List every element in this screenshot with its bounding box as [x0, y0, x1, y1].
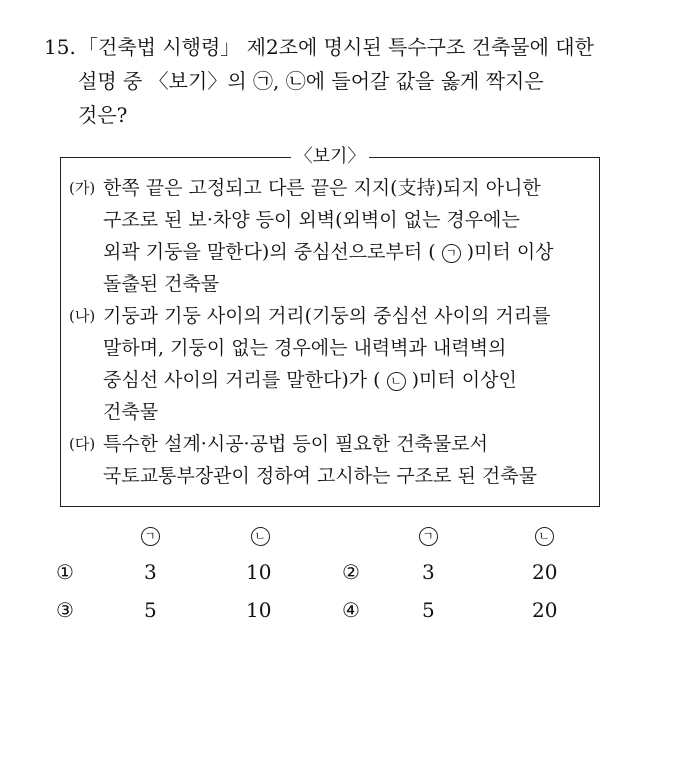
- option-2-value-b: 20: [532, 560, 558, 584]
- bogi-title: 〈보기〉: [61, 146, 599, 168]
- option-2-value-a: 3: [422, 560, 435, 584]
- bogi-items: [69, 172, 597, 492]
- blank-symbol-circle: ㄱ: [442, 244, 461, 263]
- question-line-1: 15. 「건축법 시행령」 제2조에 명시된 특수구조 건축물에 대한: [44, 30, 664, 64]
- item-marker: (다): [69, 435, 96, 453]
- question-line-2: 설명 중 〈보기〉의 ㉠, ㉡에 들어갈 값을 옳게 짝지은: [78, 69, 544, 93]
- option-4-label[interactable]: ④: [342, 598, 360, 622]
- bogi-item-ga: (가) 한쪽 끝은 고정되고 다른 끝은 지지(支持)되지 아니한 구조로 된 보·차양 등이 외벽(외벽이 없는 경우에는 외곽 기둥을 말한다)의 중심선으로부터 ( ㄱ )미터 이상 돌출된 건축물: [69, 172, 597, 300]
- header-symbol: ㄱ: [408, 522, 448, 546]
- item-marker: (가): [69, 179, 96, 197]
- question-number: 15.: [44, 35, 76, 59]
- option-1-label[interactable]: ①: [56, 560, 74, 584]
- option-1-value-b: 10: [246, 560, 272, 584]
- option-3-value-b: 10: [246, 598, 272, 622]
- question-line-3: 것은?: [78, 103, 128, 127]
- header-symbol: ㄴ: [240, 522, 280, 546]
- option-2-label[interactable]: ②: [342, 560, 360, 584]
- bogi-box: [60, 146, 600, 507]
- blank-symbol-circle: ㄴ: [387, 372, 406, 391]
- option-4-value-b: 20: [532, 598, 558, 622]
- option-3-label[interactable]: ③: [56, 598, 74, 622]
- option-4-value-a: 5: [422, 598, 435, 622]
- bogi-item-da: (다) 특수한 설계·시공·공법 등이 필요한 건축물로서 국토교통부장관이 정하여 고시하는 구조로 된 건축물: [69, 428, 597, 492]
- item-line-with-blank: 외곽 기둥을 말한다)의 중심선으로부터 ( ㄱ )미터 이상: [103, 241, 554, 263]
- question-stem: [44, 30, 664, 132]
- header-symbol: ㄱ: [130, 522, 170, 546]
- option-1-value-a: 3: [144, 560, 157, 584]
- item-line-with-blank: 중심선 사이의 거리를 말한다)가 ( ㄴ )미터 이상인: [103, 369, 517, 391]
- option-3-value-a: 5: [144, 598, 157, 622]
- bogi-item-na: (나) 기둥과 기둥 사이의 거리(기둥의 중심선 사이의 거리를 말하며, 기둥이 없는 경우에는 내력벽과 내력벽의 중심선 사이의 거리를 말한다)가 ( ㄴ )미터 이상인 건축물: [69, 300, 597, 428]
- item-marker: (나): [69, 307, 96, 325]
- header-symbol: ㄴ: [524, 522, 564, 546]
